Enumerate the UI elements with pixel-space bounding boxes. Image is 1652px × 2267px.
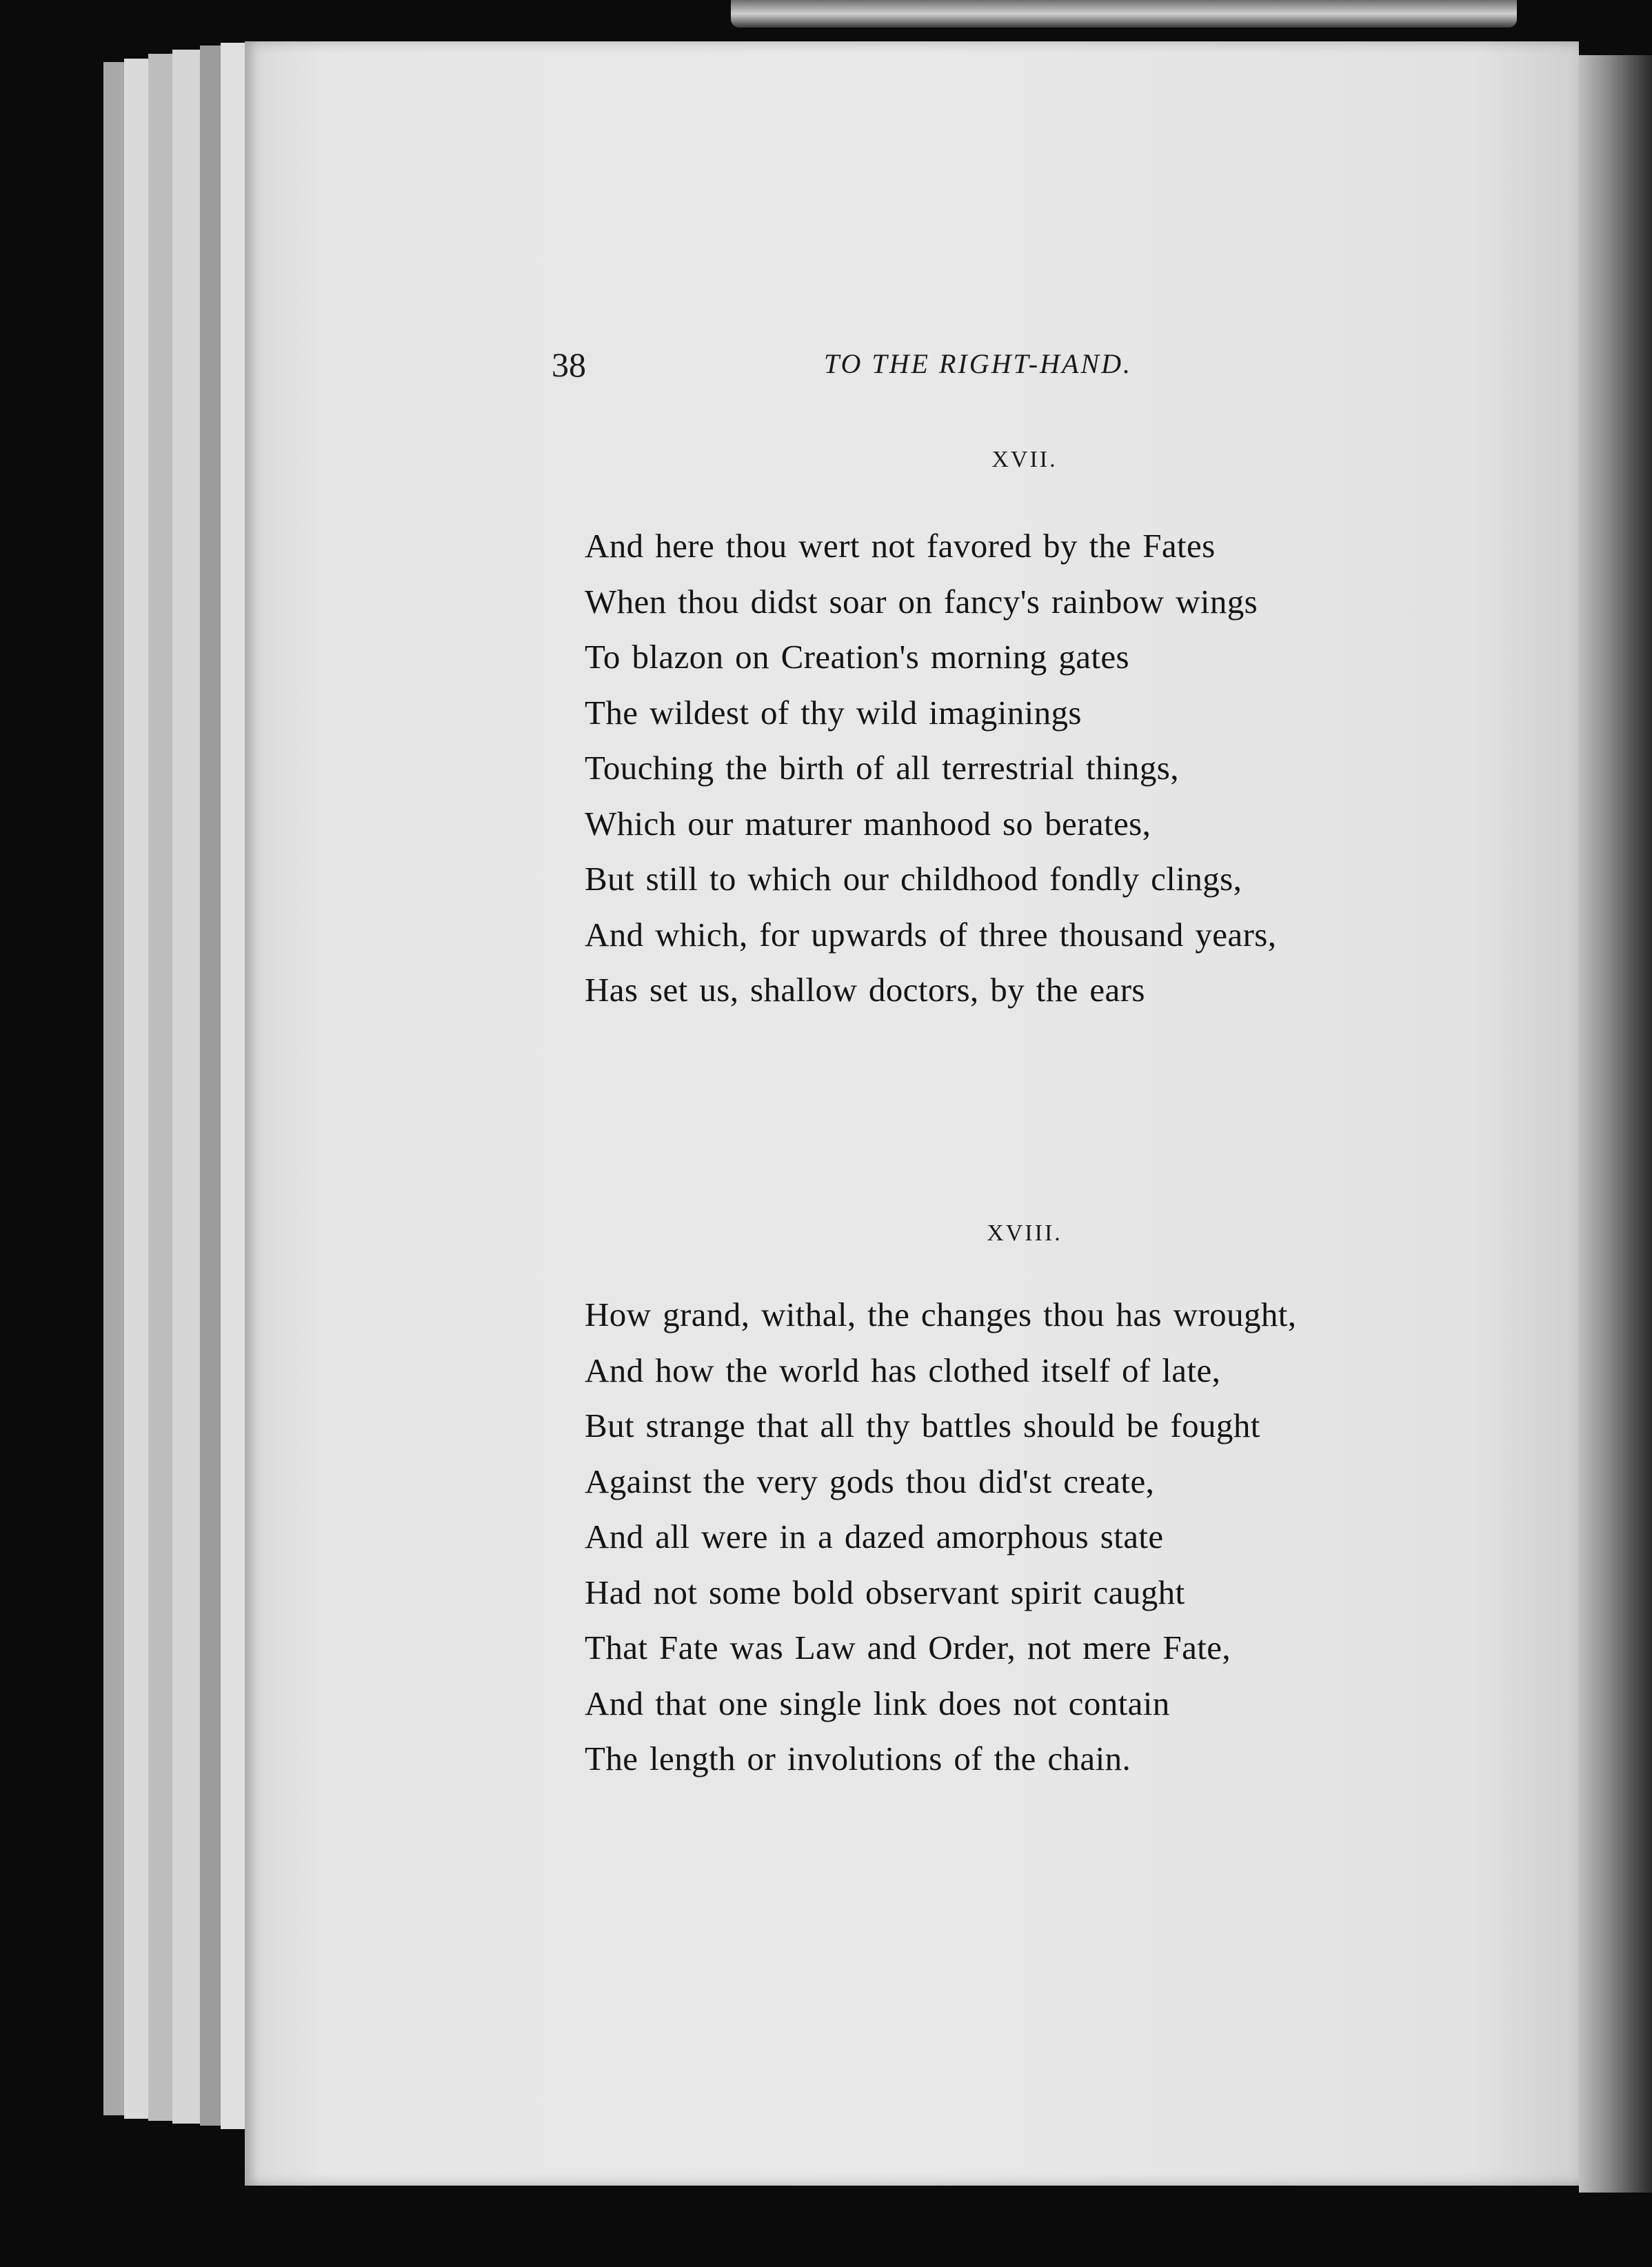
verse-line: And that one single link does not contain: [585, 1684, 1170, 1722]
running-head: [0, 345, 1652, 393]
verse-line: And all were in a dazed amorphous state: [585, 1518, 1164, 1555]
stanza-17: [585, 518, 1495, 1018]
verse-line: That Fate was Law and Order, not mere Fate,: [585, 1629, 1231, 1666]
verse-line: How grand, withal, the changes thou has wrought,: [585, 1296, 1297, 1333]
verse-line: But still to which our childhood fondly clings,: [585, 860, 1242, 898]
verse-line: Has set us, shallow doctors, by the ears: [585, 971, 1145, 1009]
stanza-18: [585, 1287, 1495, 1787]
verse-line: Which our maturer manhood so berates,: [585, 804, 1151, 843]
verse-line: Against the very gods thou did'st create,: [585, 1462, 1155, 1500]
verse-line: Touching the birth of all terrestrial things,: [585, 749, 1179, 787]
verse-line: The wildest of thy wild imaginings: [585, 693, 1082, 732]
verse-line: The length or involutions of the chain.: [585, 1740, 1131, 1777]
verse-line: And how the world has clothed itself of late,: [585, 1351, 1221, 1389]
page-number: 38: [552, 345, 586, 384]
verse-line: But strange that all thy battles should be fought: [585, 1407, 1260, 1444]
running-title: TO THE RIGHT-HAND.: [824, 348, 1132, 379]
verse-line: And which, for upwards of three thousand years,: [585, 915, 1277, 954]
verse-line: And here thou wert not favored by the Fates: [585, 527, 1216, 565]
verse-line: To blazon on Creation's morning gates: [585, 638, 1130, 676]
scanner-top-strip: [731, 0, 1517, 28]
verse-line: When thou didst soar on fancy's rainbow wings: [585, 582, 1258, 621]
stanza-number: XVIII.: [987, 1220, 1062, 1246]
stanza-number: XVII.: [991, 447, 1058, 472]
verse-line: Had not some bold observant spirit caught: [585, 1573, 1185, 1611]
